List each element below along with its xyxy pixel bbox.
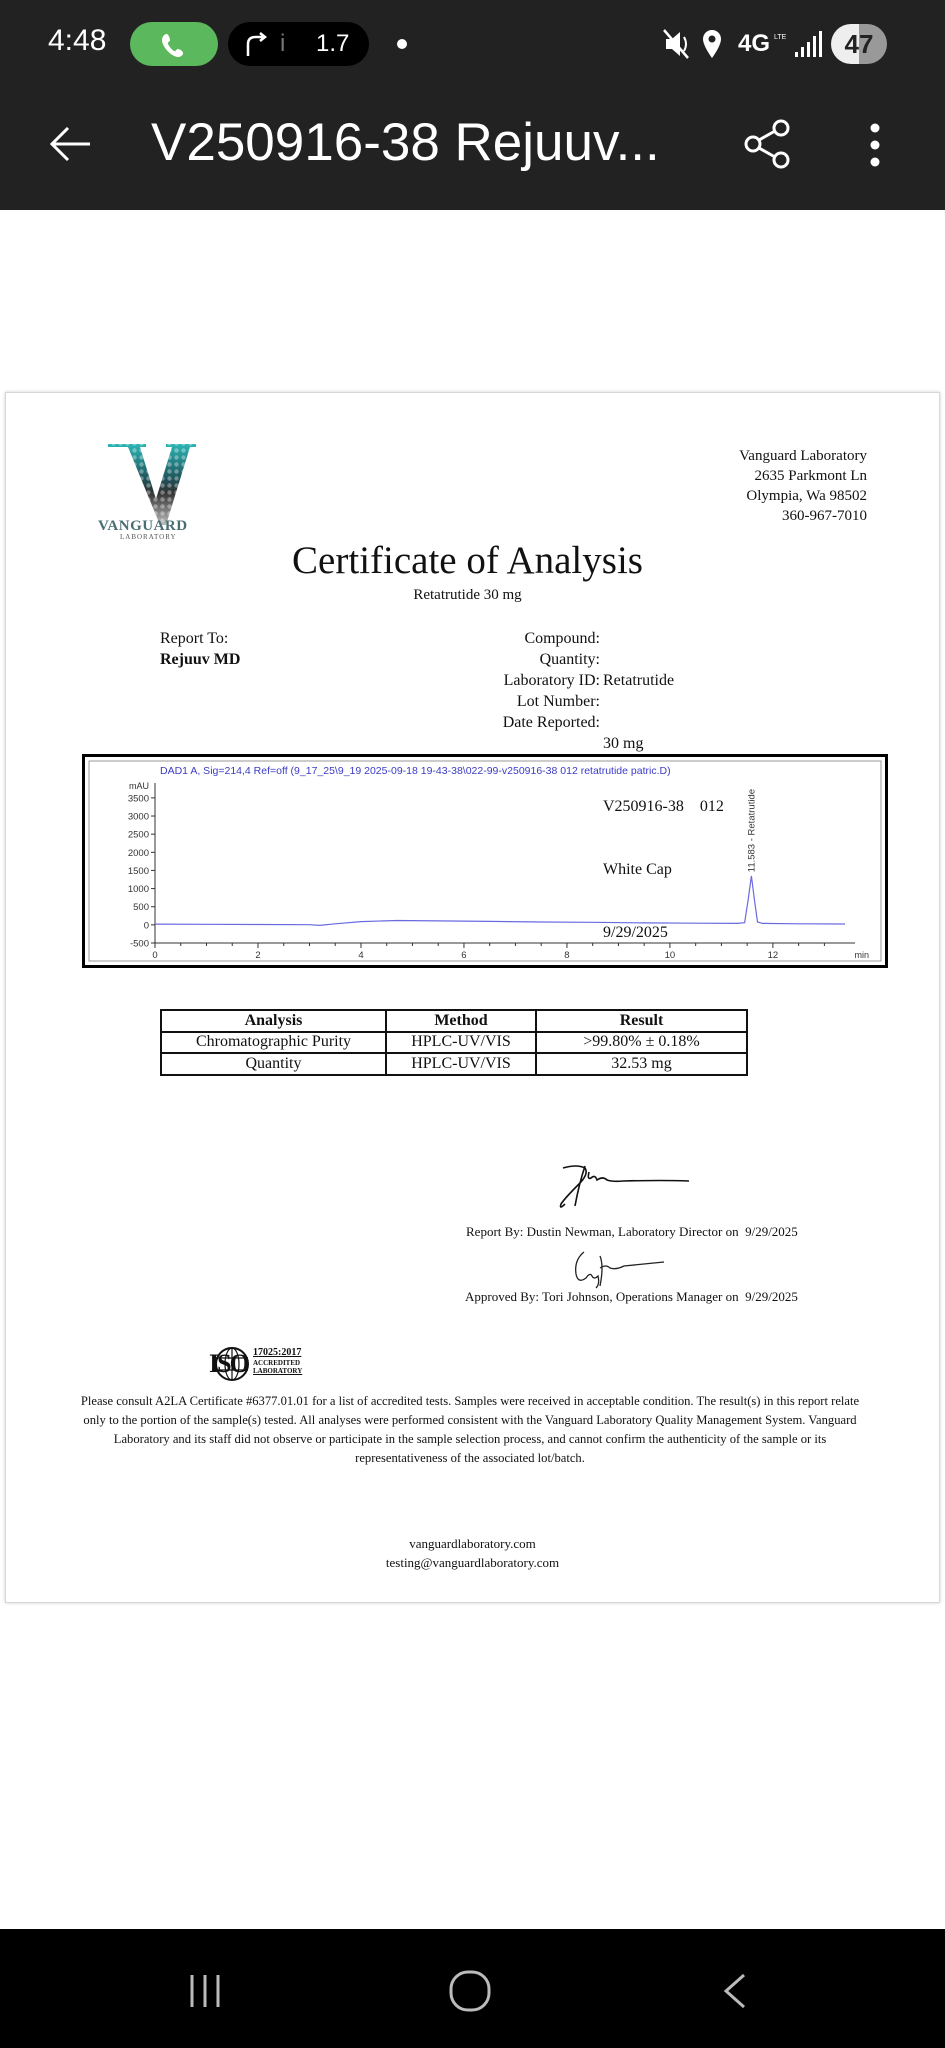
info-value: V250916-38 012 [603,798,724,815]
recent-apps-icon[interactable] [188,1973,222,2009]
network-sub: LTE [774,34,787,41]
certificate-subtitle: Retatrutide 30 mg [413,587,522,603]
status-time: 4:48 [48,24,107,57]
footer-contact [0,1534,945,1572]
info-value: Retatrutide [603,672,675,689]
sample-info-labels [340,628,600,733]
signature-tori-johnson [570,1248,670,1290]
address-line: 2635 Parkmont Ln [754,468,867,484]
report-by-date: 9/29/2025 [745,1224,798,1239]
iso-accreditation-badge [208,1346,318,1382]
cell-result: 32.53 mg [536,1053,747,1075]
info-value: 30 mg [603,735,644,752]
info-label: Lot Number: [516,693,600,710]
home-icon[interactable] [448,1969,492,2013]
lab-address [739,446,867,526]
y-tick-label: 3500 [127,793,149,805]
info-label: Compound: [524,630,600,647]
report-to-value: Rejuuv MD [160,651,241,668]
cell-result: >99.80% ± 0.18% [536,1032,747,1054]
info-label: Quantity: [539,651,600,668]
info-value: 9/29/2025 [603,924,668,941]
iso-accredited: ACCREDITED [253,1359,301,1367]
x-tick-label: 8 [564,950,570,961]
y-tick-label: 1500 [127,865,149,877]
info-label: Date Reported: [502,714,600,731]
cell-analysis: Quantity [161,1053,386,1075]
y-tick-label: 3000 [127,811,149,823]
battery-indicator: 47 [831,24,887,64]
x-axis-label: min [854,950,869,960]
iso-mark: ISO [209,1349,248,1378]
peak-label: 11.583 - Retatrutide [746,788,758,873]
navigation-indicator[interactable] [228,22,369,66]
info-glyph: i [280,30,286,57]
address-line: Vanguard Laboratory [739,448,867,464]
notification-dot [397,39,407,49]
chromatogram-trace [155,876,845,926]
iso-standard: 17025:2017 [253,1347,302,1358]
iso-laboratory: LABORATORY [253,1367,303,1375]
mute-vibrate-icon [662,28,692,60]
status-bar [0,0,945,95]
report-to-label: Report To: [160,630,229,647]
call-indicator[interactable] [130,22,218,66]
logo-sub: LABORATORY [120,533,177,541]
plot-frame [89,761,881,961]
address-line: Olympia, Wa 98502 [746,488,867,504]
vanguard-logo [96,440,211,540]
approved-by-date: 9/29/2025 [745,1289,798,1304]
header-method: Method [386,1010,536,1032]
email-link[interactable]: testing@vanguardlaboratory.com [385,1555,560,1570]
y-tick-label: 500 [133,902,149,914]
x-tick-label: 12 [767,950,779,961]
info-label: Laboratory ID: [503,672,600,689]
x-tick-label: 2 [255,950,261,961]
address-line: 360-967-7010 [782,508,867,524]
report-by-text [466,1224,798,1240]
approved-by-label: Approved By: Tori Johnson, Operations Manager on [465,1289,739,1304]
y-tick-label: 1000 [127,884,149,896]
website-link[interactable]: vanguardlaboratory.com [409,1536,536,1551]
approved-by-text [465,1289,798,1305]
nav-distance: 1.7 [316,30,350,57]
cell-analysis: Chromatographic Purity [161,1032,386,1054]
info-value: White Cap [603,861,672,878]
logo-name: VANGUARD [98,518,188,534]
x-tick-label: 0 [152,950,158,961]
back-icon[interactable] [720,1971,750,2011]
chromatogram [82,754,888,968]
share-icon[interactable] [742,118,794,170]
certificate-title: Certificate of Analysis [292,539,643,582]
document-title: V250916-38 Rejuuv... [151,113,660,172]
header-analysis: Analysis [161,1010,386,1032]
y-tick-label: -500 [129,938,149,950]
chart-title: DAD1 A, Sig=214,4 Ref=off (9_17_25\9_19 2025-09-18 19-43-38\022-99-v250916-38 012 retatrutide patric.D) [160,765,671,777]
y-tick-label: 2500 [127,829,149,841]
y-tick-label: 2000 [127,847,149,859]
more-options-icon[interactable] [865,120,885,170]
disclaimer-text: Please consult A2LA Certificate #6377.01.01 for a list of accredited tests. Samples were received in acceptable condition. The result(s) in this report relate only to the portion of the sample(s) tested. All analyses were performed consistent with the Vanguard Laboratory Quality Management System. Vanguard Laboratory and its staff did not observe or participate in the sample selection process, and cannot confirm the authenticity of the sample or its representativeness of the associated lot/batch. [80,1394,860,1465]
table-row [161,1032,747,1054]
report-by-label: Report By: Dustin Newman, Laboratory Director on [466,1224,739,1239]
phone-icon [130,22,218,66]
table-header-row [161,1010,747,1032]
network-type: 4G [738,30,771,57]
x-tick-label: 4 [358,950,364,961]
y-axis-label: mAU [129,781,149,791]
signal-icon [794,30,822,58]
signature-dustin-newman [555,1162,705,1210]
chromatogram-plot [85,757,885,965]
cell-method: HPLC-UV/VIS [386,1032,536,1054]
turn-right-icon [242,30,272,58]
table-row [161,1053,747,1075]
back-arrow-icon[interactable] [46,122,94,166]
x-tick-label: 10 [664,950,676,961]
results-table [160,1009,748,1076]
location-icon [700,28,724,60]
header-result: Result [536,1010,747,1032]
system-navigation-bar [0,1929,945,2048]
x-tick-label: 6 [461,950,467,961]
cell-method: HPLC-UV/VIS [386,1053,536,1075]
y-tick-label: 0 [143,920,149,932]
